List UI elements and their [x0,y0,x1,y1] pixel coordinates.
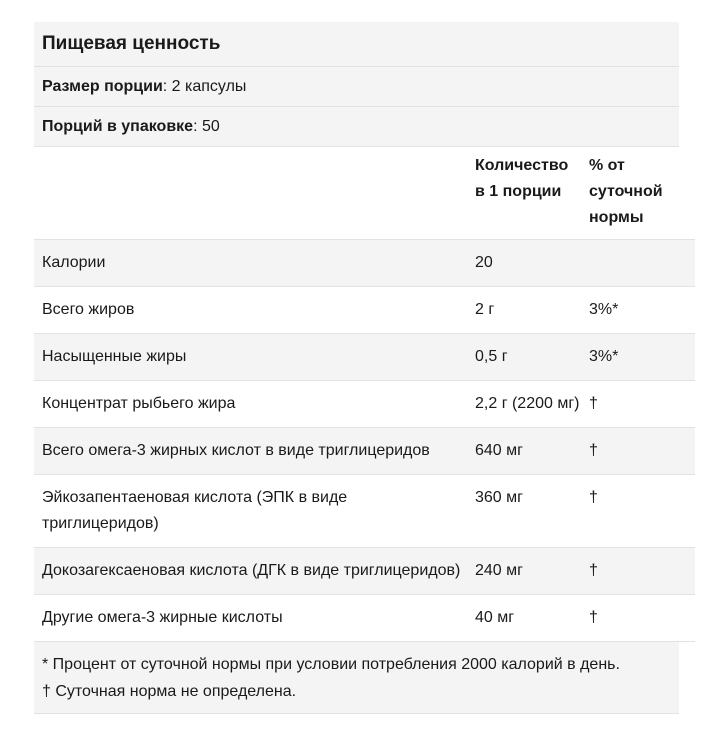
footnote-not-established: † Суточная норма не определена. [42,683,297,700]
nutrient-name: Другие омега-3 жирные кислоты [34,595,467,642]
nutrient-daily-value: † [581,428,695,475]
table-row [34,240,695,287]
servings-per-container-row [34,107,679,147]
nutrient-amount: 20 [467,240,581,287]
serving-size-value: : 2 капсулы [162,78,247,95]
table-row [34,428,695,475]
table-row [34,548,695,595]
footnote-daily-value: * Процент от суточной нормы при условии потребления 2000 калорий в день. [42,656,620,673]
panel-title: Пищевая ценность [34,22,679,67]
table-row [34,475,695,548]
nutrient-daily-value: † [581,595,695,642]
nutrient-amount: 640 мг [467,428,581,475]
nutrient-name: Насыщенные жиры [34,334,467,381]
nutrient-daily-value: † [581,381,695,428]
nutrient-daily-value: 3%* [581,287,695,334]
nutrient-amount: 240 мг [467,548,581,595]
serving-size-label: Размер порции [42,78,163,95]
nutrient-name: Калории [34,240,467,287]
nutrient-table [34,147,695,642]
nutrient-amount: 2 г [467,287,581,334]
footnotes [34,642,679,714]
table-header-row [34,147,695,240]
table-row [34,334,695,381]
nutrient-name: Докозагексаеновая кислота (ДГК в виде триглицеридов) [34,548,467,595]
nutrient-name: Всего омега-3 жирных кислот в виде триглицеридов [34,428,467,475]
nutrient-name: Концентрат рыбьего жира [34,381,467,428]
nutrient-daily-value [581,240,695,287]
serving-size-row [34,67,679,107]
header-nutrient [34,147,467,240]
nutrient-amount: 0,5 г [467,334,581,381]
nutrient-daily-value: † [581,475,695,548]
nutrient-daily-value: † [581,548,695,595]
servings-per-container-label: Порций в упаковке [42,118,194,135]
table-row [34,287,695,334]
table-row [34,381,695,428]
nutrient-amount: 2,2 г (2200 мг) [467,381,581,428]
nutrient-name: Всего жиров [34,287,467,334]
nutrient-amount: 360 мг [467,475,581,548]
header-amount: Количество в 1 порции [467,147,581,240]
table-row [34,595,695,642]
nutrient-daily-value: 3%* [581,334,695,381]
nutrition-facts-panel [34,22,679,714]
nutrient-name: Эйкозапентаеновая кислота (ЭПК в виде триглицеридов) [34,475,467,548]
servings-per-container-value: : 50 [193,118,220,135]
header-daily-value: % от суточной нормы [581,147,695,240]
nutrient-amount: 40 мг [467,595,581,642]
